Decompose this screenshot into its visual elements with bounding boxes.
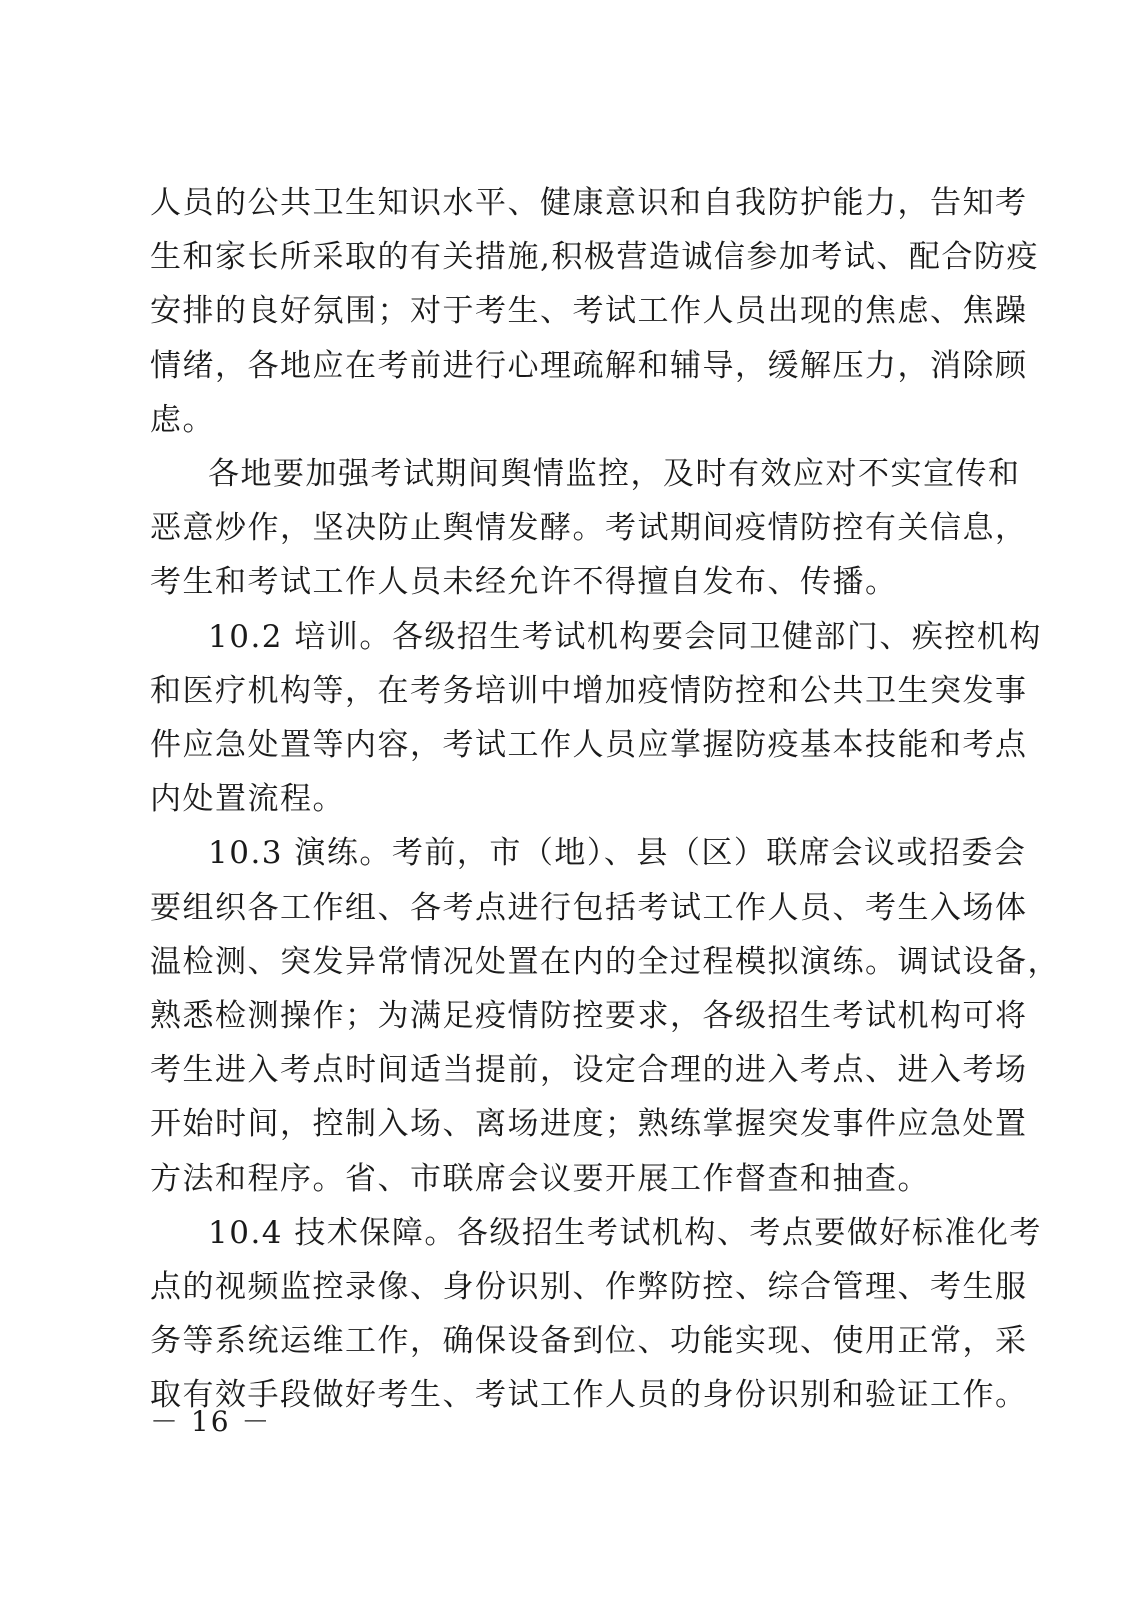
- paragraph-training: [150, 610, 1042, 827]
- text-line: 各地要加强考试期间舆情监控，及时有效应对不实宣传和: [208, 456, 1021, 493]
- text-line: 要组织各工作组、各考点进行包括考试工作人员、考生入场体: [150, 889, 1028, 926]
- text-line: 虑。: [150, 401, 215, 438]
- text-line: 10.4 技术保障。各级招生考试机构、考点要做好标准化考: [208, 1214, 1042, 1251]
- paragraph-technical-support: [150, 1206, 1042, 1423]
- text-line: 取有效手段做好考生、考试工作人员的身份识别和验证工作。: [150, 1377, 1028, 1414]
- text-line: 安排的良好氛围；对于考生、考试工作人员出现的焦虑、焦躁: [150, 293, 1028, 330]
- paragraph-health-education: [150, 176, 1039, 447]
- text-line: 方法和程序。省、市联席会议要开展工作督查和抽查。: [150, 1160, 930, 1197]
- body-text: [150, 176, 1060, 1423]
- text-line: 恶意炒作，坚决防止舆情发酵。考试期间疫情防控有关信息，: [150, 510, 1028, 547]
- text-line: 点的视频监控录像、身份识别、作弊防控、综合管理、考生服: [150, 1269, 1028, 1306]
- text-line: 温检测、突发异常情况处置在内的全过程模拟演练。调试设备，: [150, 943, 1060, 980]
- text-line: 和医疗机构等，在考务培训中增加疫情防控和公共卫生突发事: [150, 672, 1028, 709]
- text-line: 开始时间，控制入场、离场进度；熟练掌握突发事件应急处置: [150, 1106, 1028, 1143]
- text-line: 件应急处置等内容，考试工作人员应掌握防疫基本技能和考点: [150, 727, 1028, 764]
- text-line: 考生和考试工作人员未经允许不得擅自发布、传播。: [150, 564, 898, 601]
- text-line: 务等系统运维工作，确保设备到位、功能实现、使用正常，采: [150, 1323, 1028, 1360]
- text-line: 情绪，各地应在考前进行心理疏解和辅导，缓解压力，消除顾: [150, 347, 1028, 384]
- text-line: 10.3 演练。考前，市（地）、县（区）联席会议或招委会: [208, 835, 1027, 872]
- page-number: － 16 －: [150, 1405, 272, 1438]
- text-line: 10.2 培训。各级招生考试机构要会同卫健部门、疾控机构: [208, 618, 1042, 655]
- paragraph-public-opinion: [150, 447, 1028, 610]
- text-line: 生和家长所采取的有关措施,积极营造诚信参加考试、配合防疫: [150, 239, 1039, 276]
- text-line: 内处置流程。: [150, 781, 345, 818]
- text-line: 考生进入考点时间适当提前，设定合理的进入考点、进入考场: [150, 1052, 1028, 1089]
- paragraph-drill: [150, 826, 1060, 1205]
- text-line: 熟悉检测操作；为满足疫情防控要求，各级招生考试机构可将: [150, 998, 1028, 1035]
- text-line: 人员的公共卫生知识水平、健康意识和自我防护能力，告知考: [150, 185, 1028, 221]
